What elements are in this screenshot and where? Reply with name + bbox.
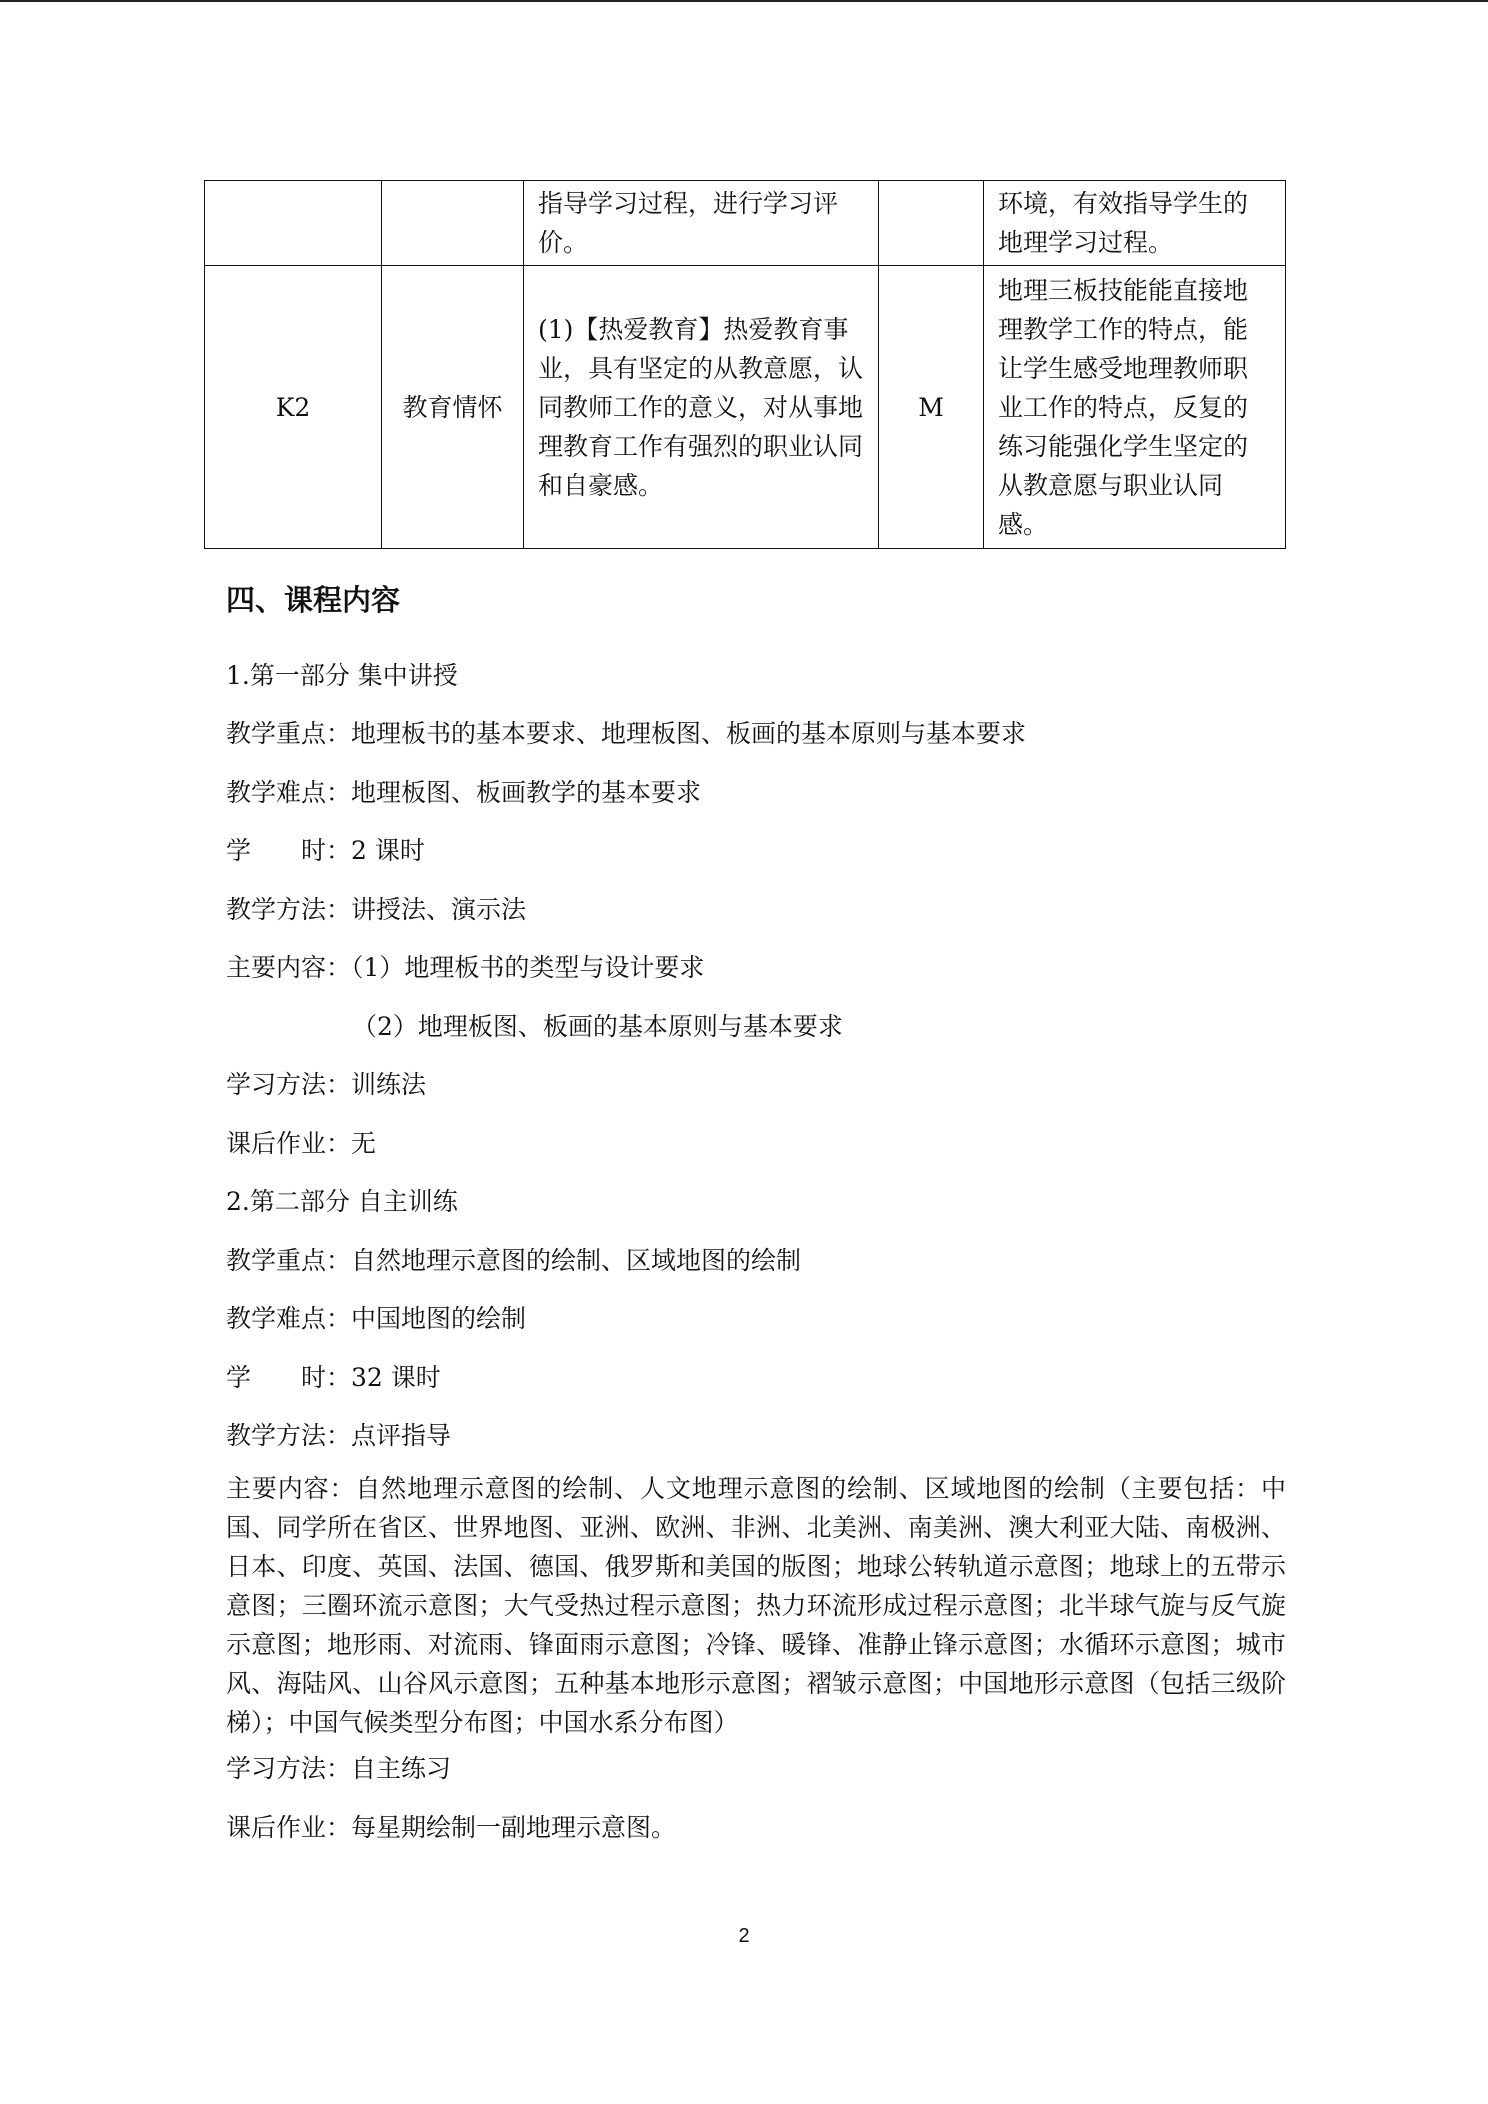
table-row	[205, 266, 1286, 549]
part2-homework: 课后作业：每星期绘制一副地理示意图。	[226, 1813, 677, 1842]
objective-code-cell: K2	[205, 266, 382, 549]
part1-heading: 1.第一部分 集中讲授	[226, 661, 458, 690]
part1-methods: 教学方法：讲授法、演示法	[226, 895, 527, 924]
support-description-cell: 地理三板技能能直接地理教学工作的特点，能让学生感受地理教师职业工作的特点，反复的练习能强化学生坚定的从教意愿与职业认同感。	[984, 266, 1286, 549]
page-top-border	[0, 0, 1488, 2]
part1-content-2: （2）地理板图、板画的基本原则与基本要求	[352, 1012, 843, 1041]
part1-key-points: 教学重点：地理板书的基本要求、地理板图、板画的基本原则与基本要求	[226, 719, 1027, 748]
table-row	[205, 181, 1286, 266]
section-title: 四、课程内容	[226, 583, 401, 617]
part2-difficulties: 教学难点：中国地图的绘制	[226, 1304, 527, 1333]
support-level-cell	[879, 181, 984, 266]
part2-learning-method: 学习方法：自主练习	[226, 1754, 452, 1783]
part1-hours: 学 时：2 课时	[226, 836, 425, 865]
objectives-table	[204, 180, 1286, 549]
part2-content: 主要内容：自然地理示意图的绘制、人文地理示意图的绘制、区域地图的绘制（主要包括：中国、同学所在省区、世界地图、亚洲、欧洲、非洲、北美洲、南美洲、澳大利亚大陆、南极洲、日本、印度、英国、法国、德国、俄罗斯和美国的版图；地球公转轨道示意图；地球上的五带示意图；三圈环流示意图；大气受热过程示意图；热力环流形成过程示意图；北半球气旋与反气旋示意图；地形雨、对流雨、锋面雨示意图；冷锋、暖锋、准静止锋示意图；水循环示意图；城市风、海陆风、山谷风示意图；五种基本地形示意图；褶皱示意图；中国地形示意图（包括三级阶梯）；中国气候类型分布图；中国水系分布图）	[226, 1474, 1286, 1737]
support-level-cell: M	[879, 266, 984, 549]
part1-learning-method: 学习方法：训练法	[226, 1070, 427, 1099]
part1-content-1: 主要内容：（1）地理板书的类型与设计要求	[226, 953, 705, 982]
page-number: 2	[738, 1925, 750, 1947]
requirement-cell: 指导学习过程，进行学习评价。	[524, 181, 879, 266]
part1-homework: 课后作业：无	[226, 1129, 377, 1158]
requirement-cell: (1)【热爱教育】热爱教育事业，具有坚定的从教意愿，认同教师工作的意义，对从事地理教育工作有强烈的职业认同和自豪感。	[524, 266, 879, 549]
objective-name-cell: 教育情怀	[382, 266, 524, 549]
part2-methods: 教学方法：点评指导	[226, 1421, 452, 1450]
objective-code-cell	[205, 181, 382, 266]
objective-name-cell	[382, 181, 524, 266]
support-description-cell: 环境，有效指导学生的地理学习过程。	[984, 181, 1286, 266]
part2-key-points: 教学重点：自然地理示意图的绘制、区域地图的绘制	[226, 1246, 802, 1275]
part2-hours: 学 时：32 课时	[226, 1363, 441, 1392]
part2-heading: 2.第二部分 自主训练	[226, 1187, 458, 1216]
part1-difficulties: 教学难点：地理板图、板画教学的基本要求	[226, 778, 702, 807]
